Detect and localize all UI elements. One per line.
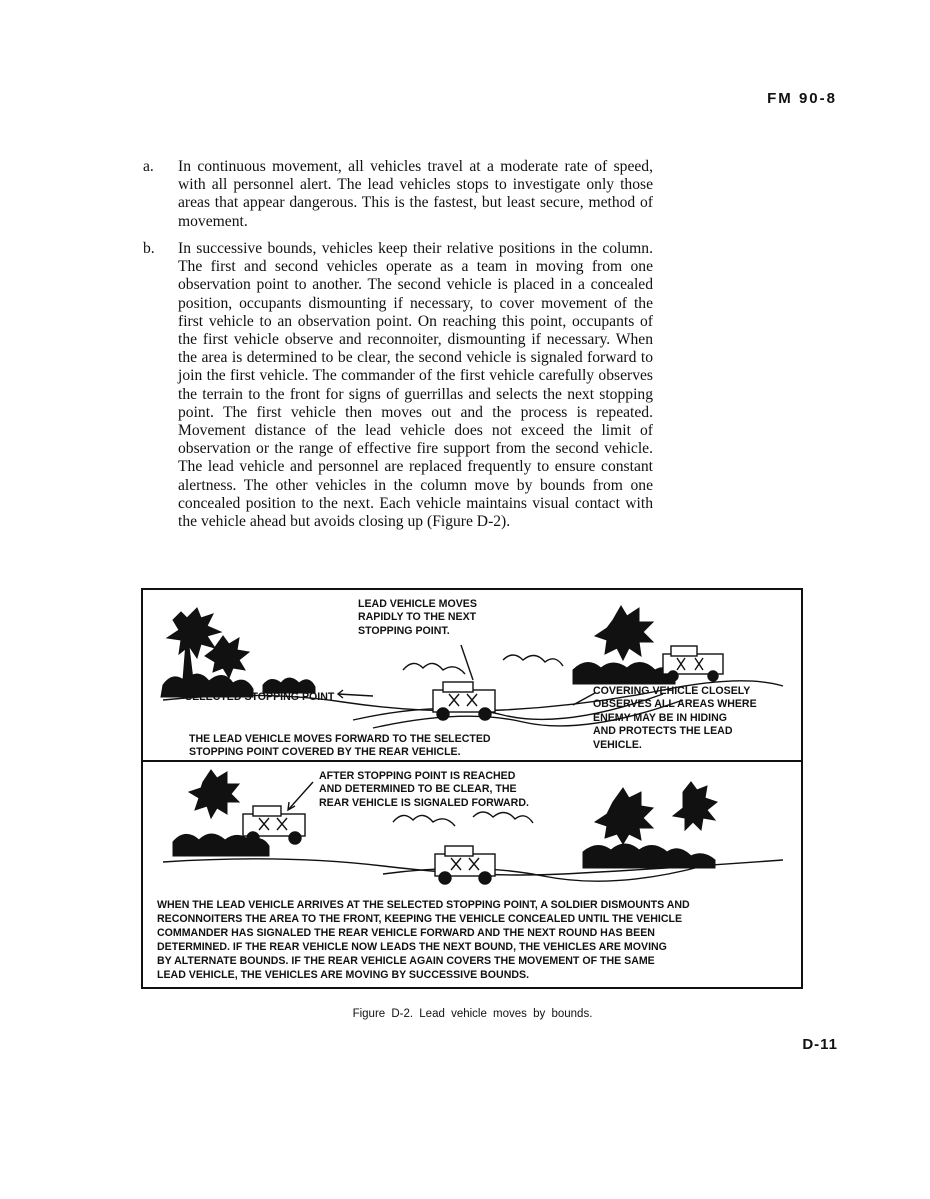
bushes-right bbox=[583, 844, 715, 868]
figure-caption: Figure D-2. Lead vehicle moves by bounds. bbox=[352, 1008, 593, 1020]
covering-vehicle bbox=[663, 646, 723, 681]
tree-cluster-right-2 bbox=[673, 782, 717, 830]
tree-cluster-left bbox=[189, 770, 239, 818]
page-header-code: FM 90-8 bbox=[767, 90, 837, 107]
paragraph-marker: b. bbox=[143, 240, 155, 257]
caption-lead-moves: LEAD VEHICLE MOVES RAPIDLY TO THE NEXT STOPPING POINT. bbox=[358, 598, 477, 637]
rear-vehicle bbox=[243, 806, 305, 844]
caption-lead-moves-forward: THE LEAD VEHICLE MOVES FORWARD TO THE SELECTED STOPPING POINT COVERED BY THE REAR VEHICLE. bbox=[189, 733, 491, 759]
lead-vehicle bbox=[433, 682, 495, 720]
tree-cluster-right bbox=[595, 606, 653, 660]
lead-vehicle bbox=[435, 846, 495, 884]
cloud-swirl bbox=[403, 663, 465, 674]
caption-selected-stopping-point: SELECTED STOPPING POINT bbox=[185, 691, 335, 703]
pointer-line-lead bbox=[461, 645, 473, 680]
cloud-swirl bbox=[393, 815, 455, 826]
paragraph-a bbox=[143, 158, 653, 231]
paragraph-b bbox=[143, 240, 653, 531]
bushes-right bbox=[573, 662, 675, 684]
page-number: D-11 bbox=[802, 1036, 838, 1053]
caption-after-stopping-point: AFTER STOPPING POINT IS REACHED AND DETERMINED TO BE CLEAR, THE REAR VEHICLE IS SIGNALED FORWARD. bbox=[319, 770, 529, 809]
paragraph-marker: a. bbox=[143, 158, 154, 175]
tree-cluster-right bbox=[595, 788, 653, 844]
caption-covering-vehicle: COVERING VEHICLE CLOSELY OBSERVES ALL AREAS WHERE ENEMY MAY BE IN HIDING AND PROTECTS THE LEAD VEHICLE. bbox=[593, 685, 757, 751]
arrow-to-stopping-point bbox=[338, 694, 373, 696]
tree-cluster-left bbox=[167, 608, 221, 680]
paragraph-text: In continuous movement, all vehicles travel at a moderate rate of speed, with all personnel alert. The lead vehicles stops to investigate only those areas that appear dangerous. This is the fastest, but least secure, method of movement. bbox=[178, 158, 653, 230]
pointer-line-rear bbox=[288, 782, 313, 810]
caption-summary: WHEN THE LEAD VEHICLE ARRIVES AT THE SELECTED STOPPING POINT, A SOLDIER DISMOUNTS AND RECONNOITERS THE AREA TO THE FRONT, KEEPING THE VEHICLE CONCEALED UNTIL THE VEHICLE COMMANDER HAS SIGNALED THE REAR VEHICLE FORWARD AND THE NEXT ROUND HAS BEEN DETERMINED. IF THE REAR VEHICLE NOW LEADS THE NEXT BOUND, THE VEHICLES ARE MOVING BY ALTERNATE BOUNDS. IF THE REAR VEHICLE AGAIN COVERS THE MOVEMENT OF THE SAME LEAD VEHICLE, THE VEHICLES ARE MOVING BY SUCCESSIVE BOUNDS. bbox=[157, 899, 690, 981]
cloud-swirl-2 bbox=[473, 812, 533, 823]
cloud-swirl-2 bbox=[503, 655, 563, 666]
paragraph-text: In successive bounds, vehicles keep their relative positions in the column. The first and second vehicles operate as a team in moving from one observation point to another. The second vehicle is placed in a concealed position, occupants dismounting if necessary, to cover movement of the first vehicle to an observation point. On reaching this point, occupants of the first vehicle observe and reconnoiter, dismounting if necessary. When the area is determined to be clear, the second vehicle is signaled forward to join the first vehicle. The commander of the first vehicle carefully observes the terrain to the front for signs of guerrillas and selects the next stopping point. The first vehicle then moves out and the process is repeated. Movement distance of the lead vehicle does not exceed the limit of observation or the range of effective fire support from the second vehicle. The lead vehicle and personnel are replaced frequently to ensure constant alertness. The other vehicles in the column move by bounds from one concealed position to the next. Each vehicle maintains visual contact with the vehicle ahead but avoids closing up (Figure D-2). bbox=[178, 240, 653, 531]
figure-panel-bottom bbox=[143, 762, 801, 987]
figure-panel-top bbox=[143, 590, 801, 762]
figure-d2 bbox=[141, 588, 803, 989]
